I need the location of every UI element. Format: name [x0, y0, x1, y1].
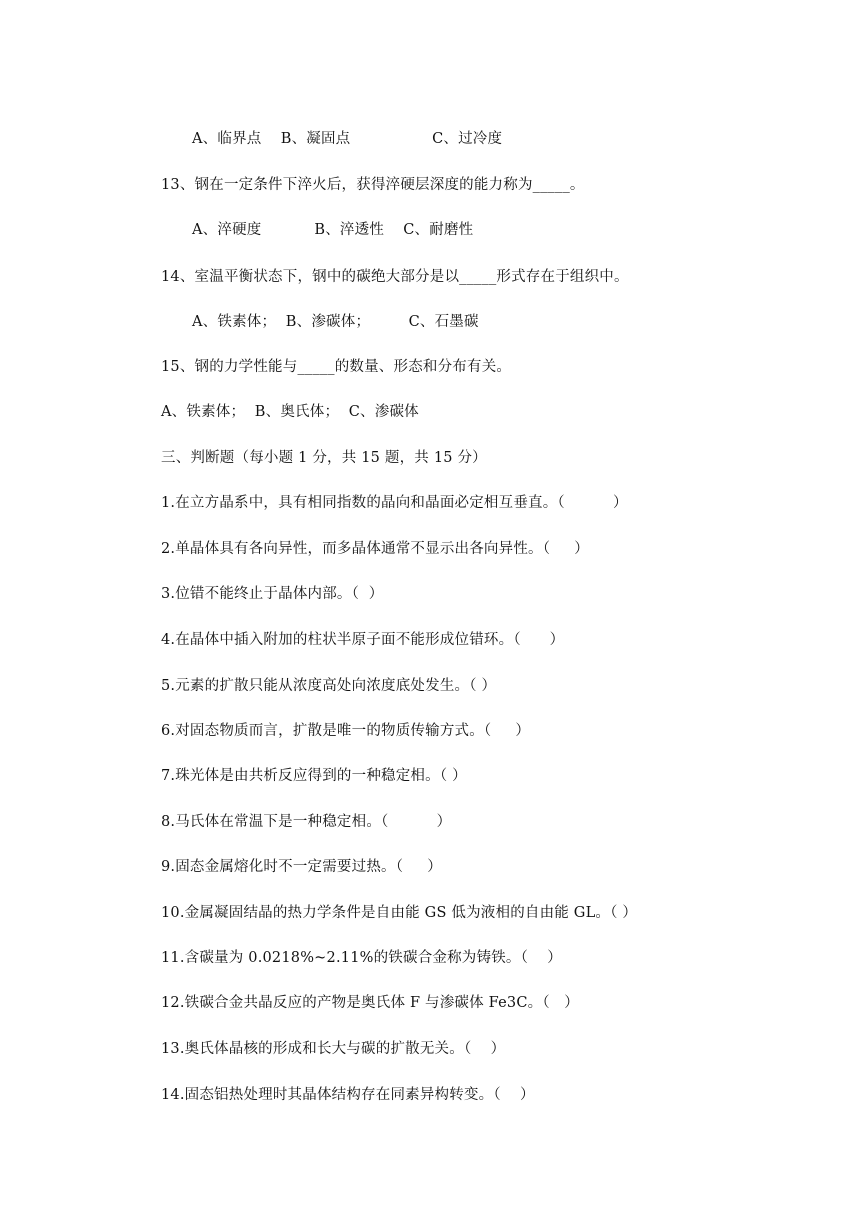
tf-item-10: 10.金属凝固结晶的热力学条件是自由能 GS 低为液相的自由能 GL。（ ）: [161, 905, 638, 921]
tf-item-11: 11.含碳量为 0.0218%~2.11%的铁碳合金称为铸铁。（ ）: [161, 950, 562, 966]
tf-item-9: 9.固态金属熔化时不一定需要过热。（ ）: [161, 859, 442, 875]
q13-options: A、淬硬度 B、淬透性 C、耐磨性: [192, 222, 474, 238]
q15-options: A、铁素体； B、奥氏体； C、渗碳体: [161, 404, 419, 420]
q14-options: A、铁素体； B、渗碳体； C、石墨碳: [192, 314, 479, 330]
tf-item-8: 8.马氏体在常温下是一种稳定相。（ ）: [161, 814, 452, 830]
tf-item-3: 3.位错不能终止于晶体内部。（ ）: [161, 586, 384, 602]
tf-item-7: 7.珠光体是由共析反应得到的一种稳定相。（ ）: [161, 768, 467, 784]
tf-item-13: 13.奥氏体晶核的形成和长大与碳的扩散无关。（ ）: [161, 1041, 506, 1057]
tf-item-5: 5.元素的扩散只能从浓度高处向浓度底处发生。（ ）: [161, 678, 497, 694]
tf-item-1: 1.在立方晶系中，具有相同指数的晶向和晶面必定相互垂直。（ ）: [161, 495, 628, 511]
tf-item-12: 12.铁碳合金共晶反应的产物是奥氏体 F 与渗碳体 Fe3C。（ ）: [161, 995, 579, 1011]
tf-item-2: 2.单晶体具有各向异性，而多晶体通常不显示出各向异性。（ ）: [161, 541, 589, 557]
tf-item-6: 6.对固态物质而言，扩散是唯一的物质传输方式。（ ）: [161, 723, 531, 739]
q15-question: 15、钢的力学性能与_____的数量、形态和分布有关。: [161, 359, 512, 375]
tf-item-14: 14.固态铝热处理时其晶体结构存在同素异构转变。（ ）: [161, 1087, 535, 1103]
tf-item-4: 4.在晶体中插入附加的柱状半原子面不能形成位错环。（ ）: [161, 632, 565, 648]
q13-question: 13、钢在一定条件下淬火后，获得淬硬层深度的能力称为_____。: [161, 177, 585, 193]
q12-options: A、临界点 B、凝固点 C、过冷度: [192, 131, 503, 147]
q14-question: 14、室温平衡状态下，钢中的碳绝大部分是以_____形式存在于组织中。: [161, 269, 629, 285]
section-three-heading: 三、判断题（每小题 1 分，共 15 题，共 15 分）: [161, 450, 487, 466]
